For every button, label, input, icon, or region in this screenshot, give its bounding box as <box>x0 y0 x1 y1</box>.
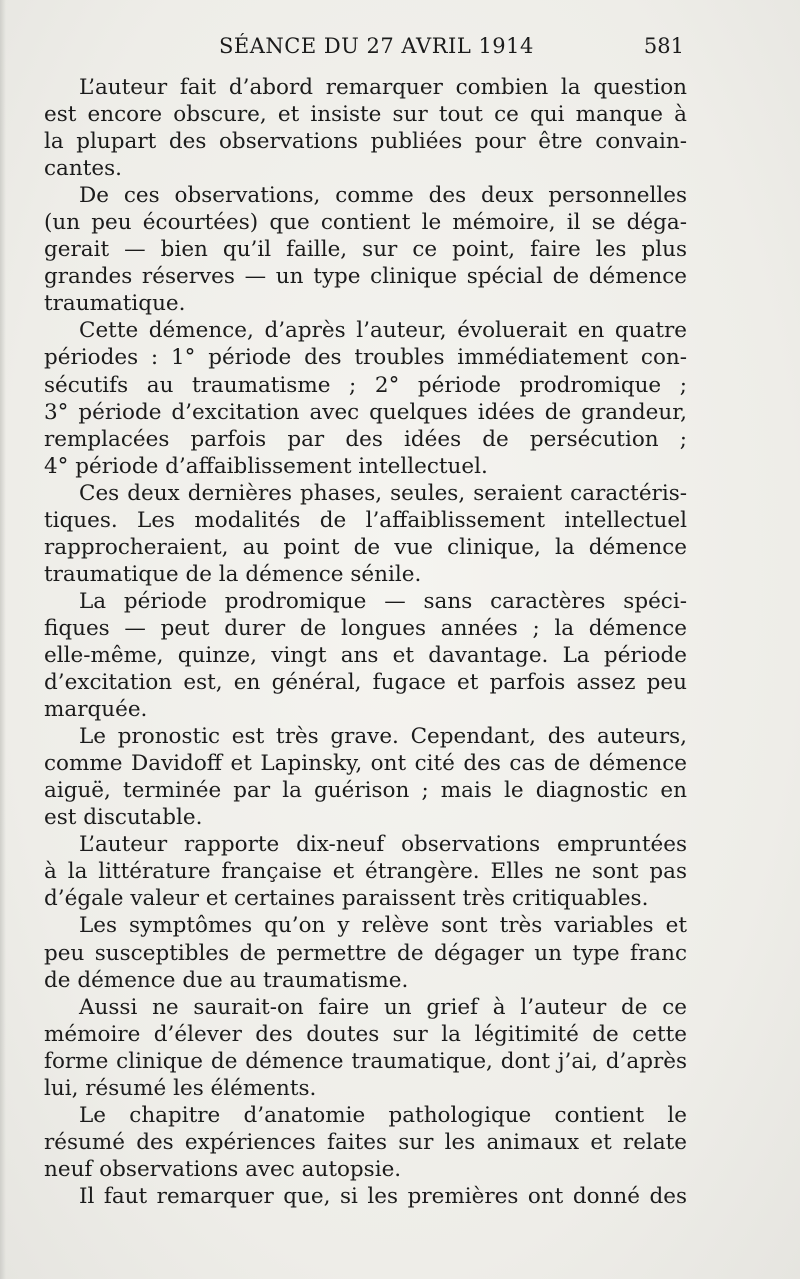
text-line: 3° période d’excitation avec quelques idées de grandeur, <box>44 399 687 425</box>
text-line: gerait — bien qu’il faille, sur ce point, faire les plus <box>44 237 687 263</box>
text-line: d’excitation est, en général, fugace et parfois assez peu <box>44 670 687 696</box>
text-line: périodes : 1° période des troubles immédiatement con- <box>44 345 687 371</box>
text-line: La période prodromique — sans caractères spéci- <box>79 588 687 614</box>
text-line: à la littérature française et étrangère. Elles ne sont pas <box>44 859 687 885</box>
text-line: traumatique. <box>44 291 186 317</box>
text-line: tiques. Les modalités de l’affaiblissement intellectuel <box>44 507 687 533</box>
text-line: mémoire d’élever des doutes sur la légitimité de cette <box>44 1021 687 1047</box>
text-line: Il faut remarquer que, si les premières ont donné des <box>79 1183 687 1209</box>
text-line: (un peu écourtées) que contient le mémoire, il se déga- <box>44 210 687 236</box>
text-line: Le pronostic est très grave. Cependant, des auteurs, <box>79 724 687 750</box>
text-line: L’auteur fait d’abord remarquer combien la question <box>79 75 687 100</box>
text-line: neuf observations avec autopsie. <box>44 1156 402 1182</box>
text-line: est discutable. <box>44 805 203 831</box>
text-line: d’égale valeur et certaines paraissent très critiquables. <box>44 886 649 912</box>
text-line: elle-même, quinze, vingt ans et davantage. La période <box>44 642 687 668</box>
text-line: remplacées parfois par des idées de persécution ; <box>44 426 687 452</box>
text-line: comme Davidoff et Lapinsky, ont cité des cas de démence <box>44 751 687 777</box>
text-line: Aussi ne saurait-on faire un grief à l’auteur de ce <box>79 994 687 1020</box>
text-line: grandes réserves — un type clinique spécial de démence <box>44 264 687 290</box>
text-line: la plupart des observations publiées pour être convain- <box>44 129 687 155</box>
text-line: fiques — peut durer de longues années ; la démence <box>44 615 687 641</box>
text-line: Cette démence, d’après l’auteur, évoluerait en quatre <box>79 318 687 344</box>
text-line: résumé des expériences faites sur les animaux et relate <box>44 1129 687 1155</box>
running-header <box>44 30 684 64</box>
text-line: peu susceptibles de permettre de dégager un type franc <box>44 940 687 966</box>
text-line: cantes. <box>44 156 122 182</box>
page-number: 581 <box>643 34 684 58</box>
text-line: L’auteur rapporte dix-neuf observations empruntées <box>79 832 687 858</box>
running-title: SÉANCE DU 27 AVRIL 1914 <box>219 34 534 58</box>
body-text <box>44 74 687 1210</box>
text-line: Le chapitre d’anatomie pathologique contient le <box>79 1102 687 1128</box>
page-edge-shadow <box>0 0 6 1279</box>
text-line: marquée. <box>44 697 148 723</box>
text-line: sécutifs au traumatisme ; 2° période prodromique ; <box>44 372 687 398</box>
text-line: Les symptômes qu’on y relève sont très variables et <box>79 913 687 939</box>
text-line: de démence due au traumatisme. <box>44 967 409 993</box>
text-line: rapprocheraient, au point de vue clinique, la démence <box>44 534 687 560</box>
text-line: lui, résumé les éléments. <box>44 1075 317 1101</box>
text-line: forme clinique de démence traumatique, dont j’ai, d’après <box>44 1048 687 1074</box>
text-line: traumatique de la démence sénile. <box>44 561 422 587</box>
text-line: aiguë, terminée par la guérison ; mais le diagnostic en <box>44 778 687 804</box>
text-line: est encore obscure, et insiste sur tout ce qui manque à <box>44 102 687 128</box>
text-line: De ces observations, comme des deux personnelles <box>79 183 687 209</box>
text-line: 4° période d’affaiblissement intellectuel. <box>44 453 488 479</box>
text-line: Ces deux dernières phases, seules, seraient caractéris- <box>79 480 687 506</box>
